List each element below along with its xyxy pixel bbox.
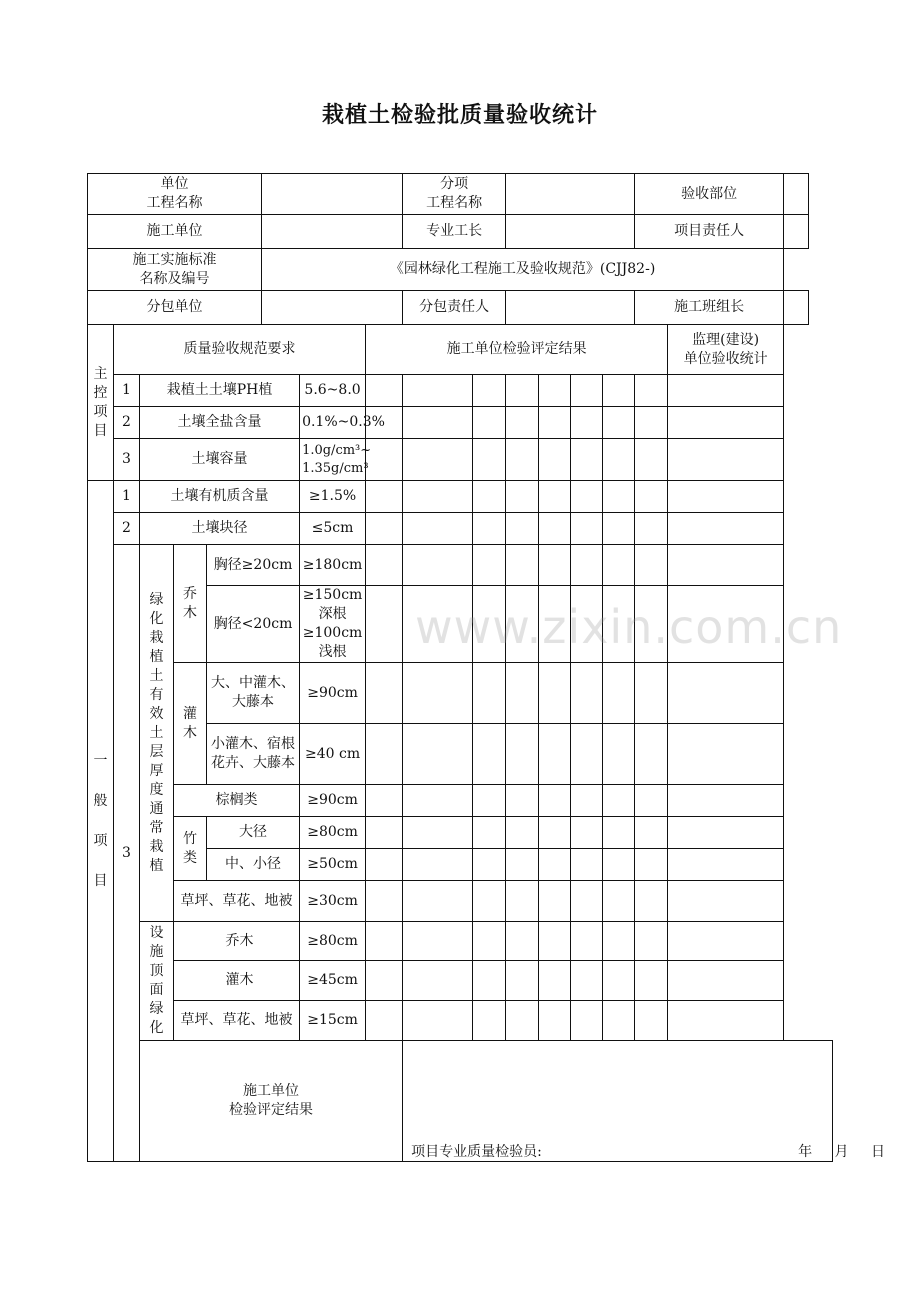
bamboo-label: 竹类 [174,817,207,881]
item-name: 栽植土土壤PH植 [140,375,300,407]
supervisor-cell[interactable] [668,849,784,881]
supervisor-cell[interactable] [668,817,784,849]
check-cell[interactable] [403,407,473,439]
check-cell[interactable] [366,663,403,724]
check-cell[interactable] [539,922,571,961]
check-cell[interactable] [635,663,668,724]
green-soil-label: 绿化栽植土有效土层厚度通常栽植 [140,545,174,922]
check-cell[interactable] [473,545,506,586]
check-cell[interactable] [506,817,539,849]
check-cell[interactable] [473,922,506,961]
result-header: 施工单位检验评定结果 [366,325,668,375]
check-cell[interactable] [539,481,571,513]
item-value: 1.0g/cm³~ 1.35g/cm³ [300,439,366,481]
main-control-label: 主控项目 [88,325,114,481]
check-cell[interactable] [603,785,635,817]
check-cell[interactable] [539,961,571,1001]
check-cell[interactable] [366,724,403,785]
item-name: 土壤有机质含量 [140,481,300,513]
check-cell[interactable] [571,481,603,513]
roof-tree-row [88,922,833,961]
lawn-row [88,881,833,922]
row-number: 1 [114,375,140,407]
bamboo-row-a [88,817,833,849]
check-cell[interactable] [403,922,473,961]
general-row-1 [88,481,833,513]
check-cell[interactable] [539,849,571,881]
header-row-3 [88,249,833,291]
item-value: ≥40 cm [300,724,366,785]
item-name: 灌木 [174,961,300,1001]
check-cell[interactable] [539,724,571,785]
subcontract-lead-value[interactable] [506,291,635,325]
check-cell[interactable] [473,961,506,1001]
team-lead-label: 施工班组长 [635,291,784,325]
check-cell[interactable] [403,849,473,881]
check-cell[interactable] [473,439,506,481]
foreman-label: 专业工长 [403,215,506,249]
check-cell[interactable] [403,513,473,545]
supervisor-header: 监理(建设) 单位验收统计 [668,325,784,375]
palm-row [88,785,833,817]
accept-part-value[interactable] [784,174,808,215]
item-name: 草坪、草花、地被 [174,881,300,922]
item-value: ≥1.5% [300,481,366,513]
project-lead-label: 项目责任人 [635,215,784,249]
subcontract-unit-label: 分包单位 [88,291,262,325]
check-cell[interactable] [603,817,635,849]
main-row-1 [88,375,833,407]
check-cell[interactable] [603,1001,635,1041]
sub-project-value[interactable] [506,174,635,215]
supervisor-cell[interactable] [668,881,784,922]
check-cell[interactable] [366,1001,403,1041]
check-cell[interactable] [635,481,668,513]
check-cell[interactable] [635,439,668,481]
check-cell[interactable] [366,849,403,881]
check-cell[interactable] [571,961,603,1001]
check-cell[interactable] [539,881,571,922]
team-lead-value[interactable] [784,291,808,325]
check-cell[interactable] [603,513,635,545]
item-name: 大、中灌木、大藤本 [207,663,300,724]
check-cell[interactable] [403,545,473,586]
standard-label: 施工实施标准 名称及编号 [88,249,262,291]
check-cell[interactable] [635,545,668,586]
item-name: 棕榈类 [174,785,300,817]
item-value: ≥80cm [300,922,366,961]
check-cell[interactable] [506,785,539,817]
header-row-2 [88,215,833,249]
check-cell[interactable] [506,513,539,545]
check-cell[interactable] [571,922,603,961]
check-cell[interactable] [539,375,571,407]
check-cell[interactable] [603,922,635,961]
check-cell[interactable] [366,817,403,849]
check-cell[interactable] [603,439,635,481]
row-number: 1 [114,481,140,513]
check-cell[interactable] [603,407,635,439]
check-cell[interactable] [635,513,668,545]
check-cell[interactable] [571,545,603,586]
check-cell[interactable] [603,481,635,513]
supervisor-cell[interactable] [668,545,784,586]
check-cell[interactable] [473,724,506,785]
item-name: 土壤容量 [140,439,300,481]
inspection-table [87,173,885,1162]
accept-part-label: 验收部位 [635,174,784,215]
check-cell[interactable] [403,1001,473,1041]
check-cell[interactable] [506,407,539,439]
item-name: 土壤块径 [140,513,300,545]
check-cell[interactable] [473,375,506,407]
check-cell[interactable] [603,961,635,1001]
check-cell[interactable] [506,439,539,481]
footer-row [88,1041,833,1162]
supervisor-cell[interactable] [668,961,784,1001]
check-cell[interactable] [571,881,603,922]
check-cell[interactable] [635,922,668,961]
row-number: 3 [114,439,140,481]
check-cell[interactable] [403,785,473,817]
check-cell[interactable] [571,817,603,849]
check-cell[interactable] [473,785,506,817]
check-cell[interactable] [506,881,539,922]
item-name: 大径 [207,817,300,849]
main-row-2 [88,407,833,439]
check-cell[interactable] [603,663,635,724]
check-cell[interactable] [571,1001,603,1041]
item-value: 5.6~8.0 [300,375,366,407]
supervisor-cell[interactable] [668,785,784,817]
check-cell[interactable] [506,724,539,785]
item-value: ≥150cm 深根 ≥100cm 浅根 [300,586,366,663]
check-cell[interactable] [403,817,473,849]
supervisor-cell[interactable] [668,663,784,724]
page-title: 栽植土检验批质量验收统计 [321,103,598,128]
check-cell[interactable] [473,817,506,849]
item-name: 土壤全盐含量 [140,407,300,439]
check-cell[interactable] [506,1001,539,1041]
check-cell[interactable] [603,375,635,407]
check-cell[interactable] [473,513,506,545]
standard-value: 《园林绿化工程施工及验收规范》(CJJ82-) [262,249,784,291]
shrub-label: 灌木 [174,663,207,785]
check-cell[interactable] [366,881,403,922]
item-name: 胸径<20cm [207,586,300,663]
check-cell[interactable] [366,513,403,545]
check-cell[interactable] [635,881,668,922]
item-name: 胸径≥20cm [207,545,300,586]
check-cell[interactable] [603,849,635,881]
project-lead-value[interactable] [784,215,808,249]
check-cell[interactable] [635,1001,668,1041]
item-value: ≥15cm [300,1001,366,1041]
check-cell[interactable] [403,961,473,1001]
roof-lawn-row [88,1001,833,1041]
check-cell[interactable] [603,724,635,785]
item-value: ≥180cm [300,545,366,586]
check-cell[interactable] [603,545,635,586]
general-row-2 [88,513,833,545]
check-cell[interactable] [403,439,473,481]
supervisor-cell[interactable] [668,375,784,407]
check-cell[interactable] [366,375,403,407]
check-cell[interactable] [571,439,603,481]
row-number: 2 [114,407,140,439]
unit-project-value[interactable] [262,174,403,215]
check-cell[interactable] [366,586,403,663]
unit-project-label: 单位 工程名称 [88,174,262,215]
check-cell[interactable] [571,407,603,439]
check-cell[interactable] [473,407,506,439]
column-header-row [88,325,833,375]
check-cell[interactable] [506,849,539,881]
item-name: 中、小径 [207,849,300,881]
check-cell[interactable] [506,663,539,724]
check-cell[interactable] [473,481,506,513]
check-cell[interactable] [635,817,668,849]
check-cell[interactable] [635,375,668,407]
check-cell[interactable] [403,724,473,785]
item-value: ≥90cm [300,785,366,817]
check-cell[interactable] [539,407,571,439]
check-cell[interactable] [506,481,539,513]
check-cell[interactable] [366,481,403,513]
item-value: ≥90cm [300,663,366,724]
row-number: 2 [114,513,140,545]
supervisor-cell[interactable] [668,724,784,785]
sub-project-label: 分项 工程名称 [403,174,506,215]
item-name: 乔木 [174,922,300,961]
construct-unit-value[interactable] [262,215,403,249]
footer-label: 施工单位 检验评定结果 [140,1041,403,1162]
check-cell[interactable] [635,849,668,881]
header-row-4 [88,291,833,325]
roof-shrub-row [88,961,833,1001]
check-cell[interactable] [506,922,539,961]
check-cell[interactable] [403,881,473,922]
check-cell[interactable] [635,724,668,785]
supervisor-cell[interactable] [668,439,784,481]
check-cell[interactable] [473,1001,506,1041]
check-cell[interactable] [539,663,571,724]
spec-header: 质量验收规范要求 [114,325,366,375]
check-cell[interactable] [571,513,603,545]
check-cell[interactable] [366,785,403,817]
roof-green-label: 设施顶面绿化 [140,922,174,1041]
check-cell[interactable] [403,481,473,513]
check-cell[interactable] [539,513,571,545]
header-row-1 [88,174,833,215]
date-label: 年 月 日 [798,1144,885,1160]
supervisor-cell[interactable] [668,1001,784,1041]
item-value: ≥30cm [300,881,366,922]
item-name: 小灌木、宿根花卉、大藤本 [207,724,300,785]
construct-unit-label: 施工单位 [88,215,262,249]
check-cell[interactable] [571,849,603,881]
foreman-value[interactable] [506,215,635,249]
item-value: ≥80cm [300,817,366,849]
check-cell[interactable] [571,785,603,817]
check-cell[interactable] [571,724,603,785]
watermark: www.zixin.com.cn [415,600,843,654]
check-cell[interactable] [539,817,571,849]
subcontract-lead-label: 分包责任人 [403,291,506,325]
check-cell[interactable] [603,881,635,922]
check-cell[interactable] [506,961,539,1001]
check-cell[interactable] [506,545,539,586]
supervisor-cell[interactable] [668,481,784,513]
check-cell[interactable] [635,961,668,1001]
tree-label: 乔木 [174,545,207,663]
check-cell[interactable] [539,785,571,817]
footer-result-cell[interactable] [403,1041,885,1162]
item-value: 0.1%~0.3% [300,407,366,439]
item-value: ≤5cm [300,513,366,545]
check-cell[interactable] [539,1001,571,1041]
general-label: 一般项目 [88,481,114,1162]
check-cell[interactable] [635,785,668,817]
check-cell[interactable] [539,545,571,586]
check-cell[interactable] [403,663,473,724]
check-cell[interactable] [366,922,403,961]
item-value: ≥45cm [300,961,366,1001]
check-cell[interactable] [539,439,571,481]
item-name: 草坪、草花、地被 [174,1001,300,1041]
check-cell[interactable] [473,881,506,922]
row-number: 3 [114,545,140,1162]
check-cell[interactable] [366,545,403,586]
check-cell[interactable] [635,407,668,439]
check-cell[interactable] [571,375,603,407]
check-cell[interactable] [403,375,473,407]
supervisor-cell[interactable] [668,513,784,545]
supervisor-cell[interactable] [668,922,784,961]
check-cell[interactable] [506,375,539,407]
shrub-row-a [88,663,833,724]
main-row-3 [88,439,833,481]
inspector-label: 项目专业质量检验员: [411,1144,542,1160]
check-cell[interactable] [473,663,506,724]
check-cell[interactable] [366,961,403,1001]
supervisor-cell[interactable] [668,407,784,439]
check-cell[interactable] [473,849,506,881]
check-cell[interactable] [571,663,603,724]
tree-row-a [88,545,833,586]
subcontract-unit-value[interactable] [262,291,403,325]
item-value: ≥50cm [300,849,366,881]
